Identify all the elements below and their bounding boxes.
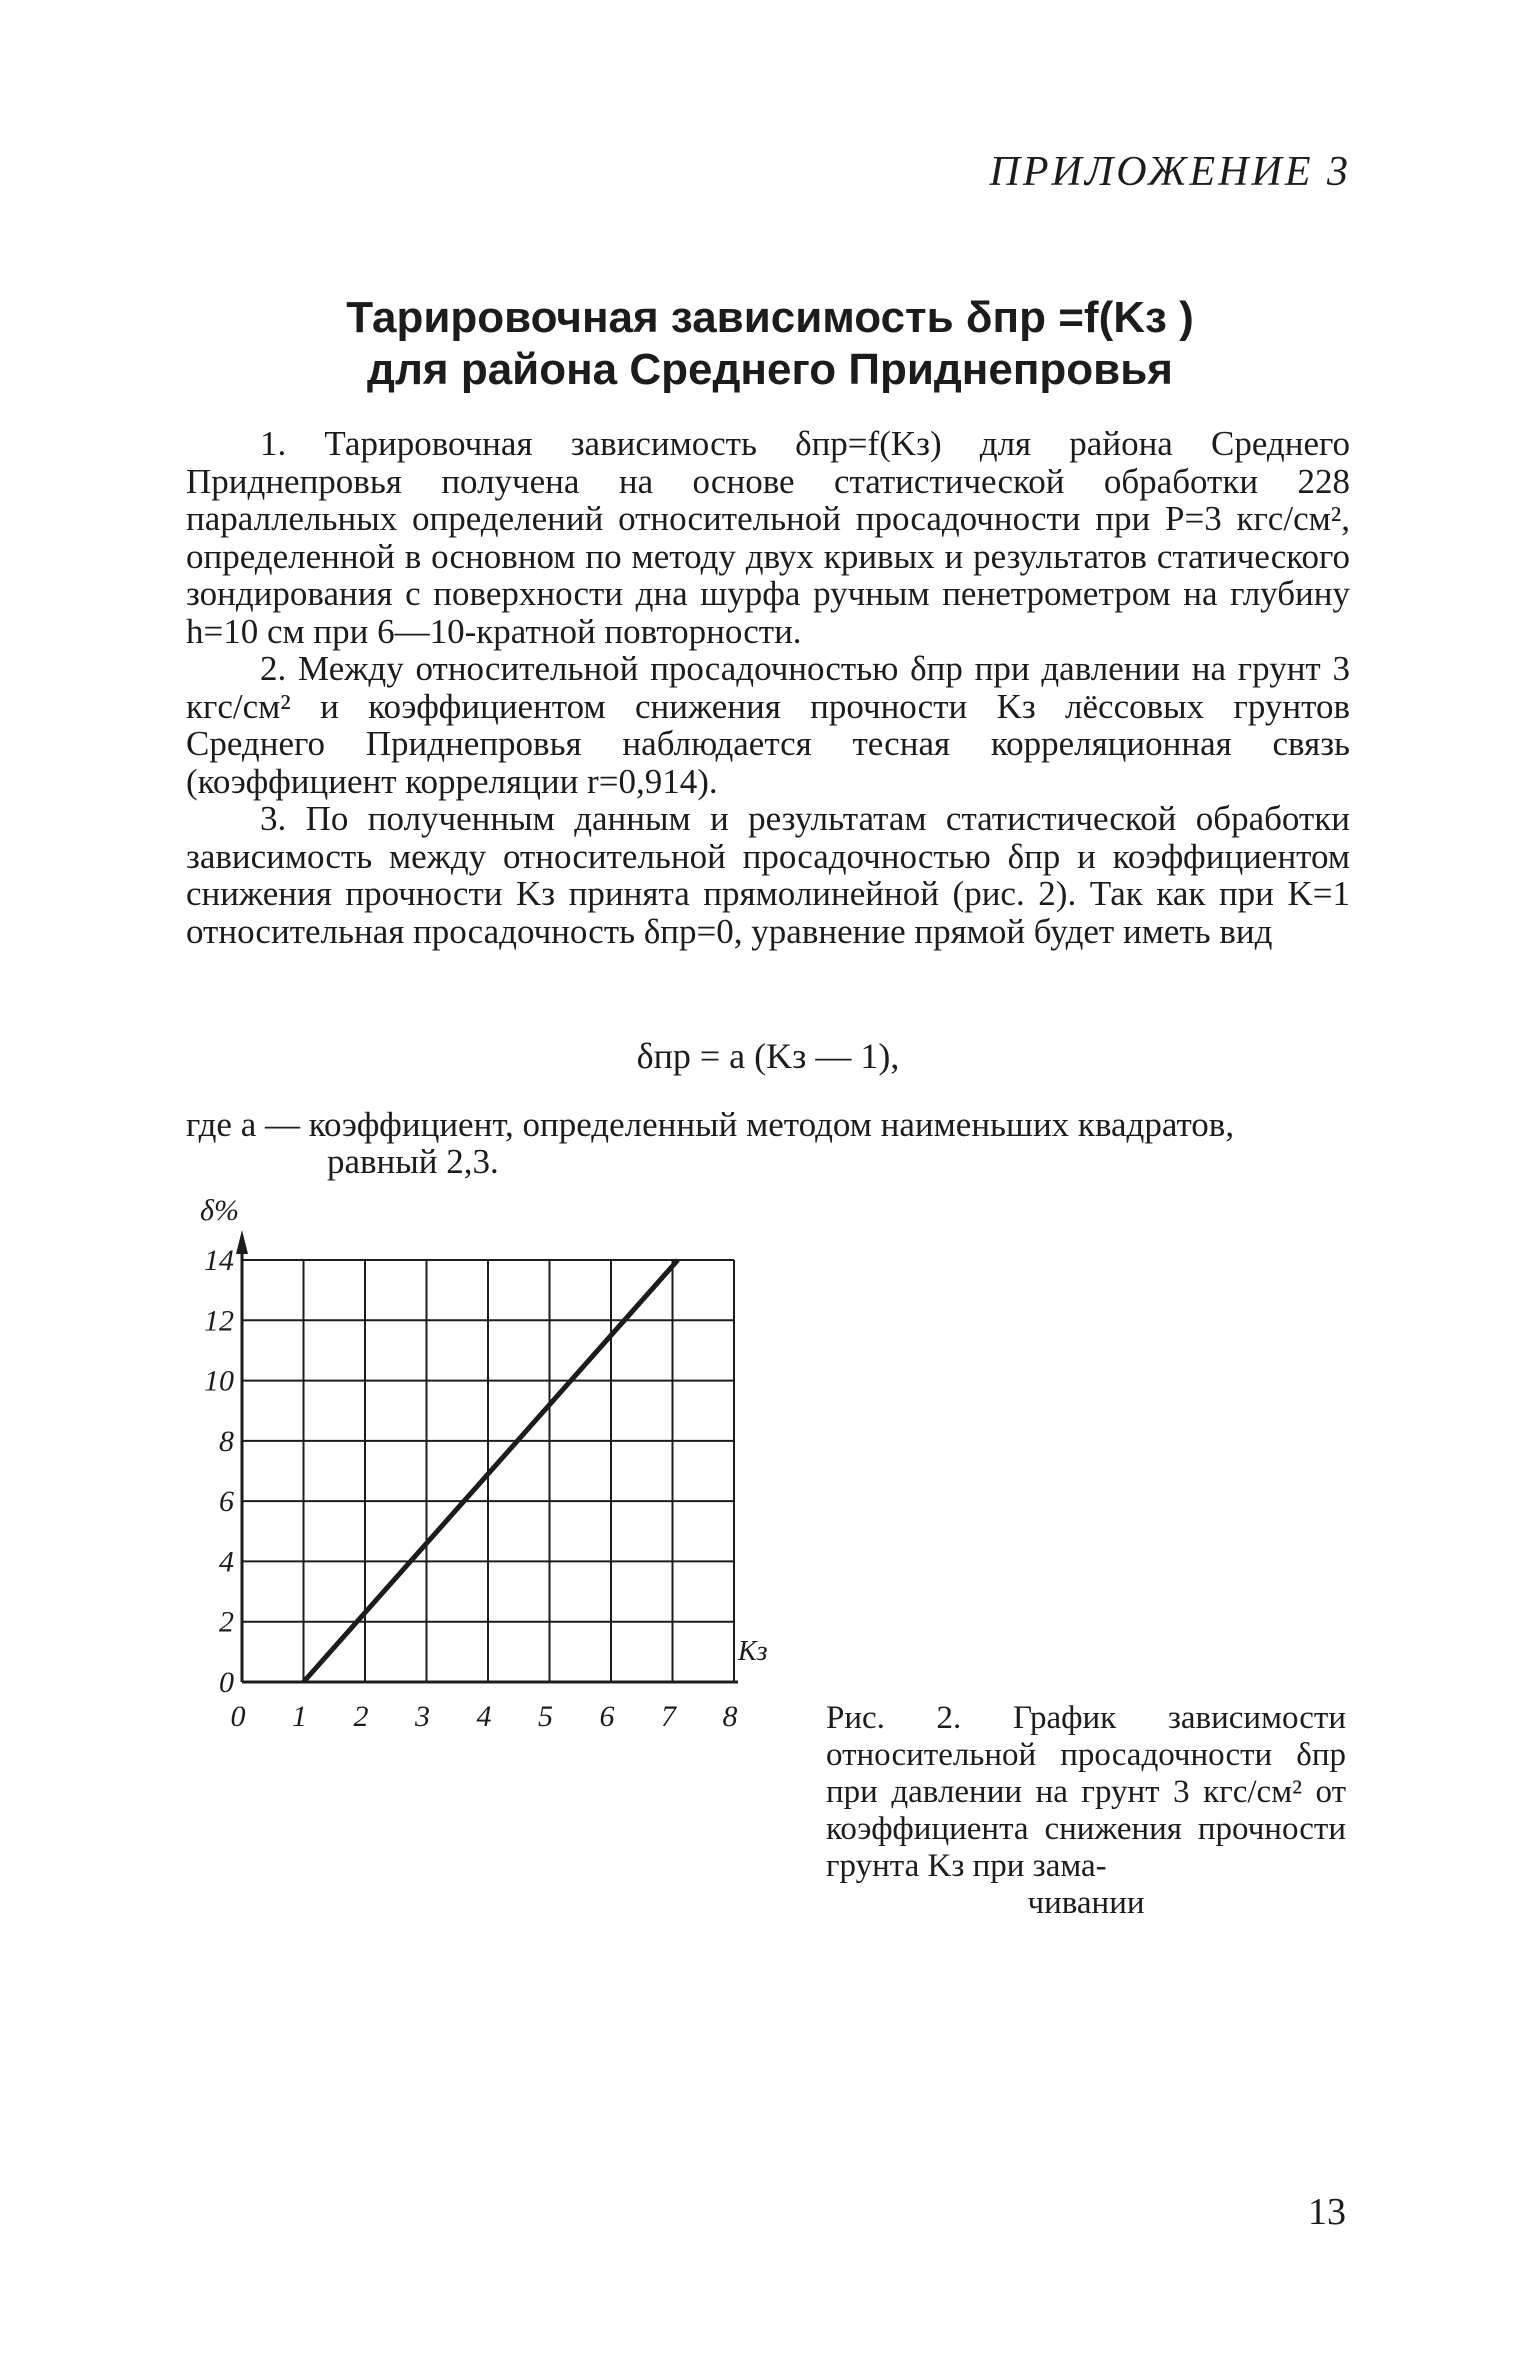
y-tick-label: 14 bbox=[204, 1244, 234, 1277]
body-text bbox=[186, 425, 1350, 950]
y-tick-label: 6 bbox=[219, 1485, 234, 1519]
caption-last-line: чивании bbox=[1027, 1885, 1145, 1921]
y-axis-label: δ% bbox=[200, 1194, 239, 1227]
y-tick-label: 12 bbox=[204, 1304, 234, 1338]
x-tick-label: 2 bbox=[353, 1700, 369, 1733]
paragraph-1: 1. Тарировочная зависимость δпр=f(Kз) для района Среднего Приднепровья получена на основе статистической обработки 228 параллельных определений относительной просадочности при P=3 кгс/см², определенной в основном по методу двух кривых и результатов статического зондирования с поверхности дна шурфа ручным пенетрометром на глубину h=10 см при 6—10-кратной повторности. bbox=[186, 424, 1350, 651]
caption-text: Рис. 2. График зависимости относительной просадочности δпр при давлении на грунт 3 кгс/см² от коэффициента снижения прочности грунта Kз при зама- bbox=[826, 1700, 1346, 1884]
paragraph-3: 3. По полученным данным и результатам статистической обработки зависимость между относительной просадочностью δпр и коэффициентом снижения прочности Kз принята прямолинейной (рис. 2). Так как при K=1 относительная просадочность δпр=0, уравнение прямой будет иметь вид bbox=[186, 799, 1350, 951]
x-tick-label: 8 bbox=[722, 1700, 738, 1733]
y-tick-label: 2 bbox=[219, 1605, 234, 1639]
y-axis-arrow bbox=[236, 1230, 248, 1254]
x-tick-label: 6 bbox=[599, 1700, 615, 1733]
x-tick-label: 4 bbox=[476, 1700, 492, 1733]
where-clause bbox=[186, 1106, 1350, 1180]
x-axis-label: Kз bbox=[738, 1636, 768, 1667]
figure-caption bbox=[826, 1700, 1346, 1922]
formula: δпр = a (Kз — 1), bbox=[636, 1036, 900, 1076]
x-tick-label: 5 bbox=[538, 1700, 553, 1733]
x-tick-label: 1 bbox=[292, 1700, 307, 1733]
appendix-label: ПРИЛОЖЕНИЕ 3 bbox=[989, 149, 1351, 195]
x-tick-label: 7 bbox=[661, 1700, 676, 1733]
y-tick-label: 4 bbox=[219, 1545, 234, 1579]
title-line-2: для района Среднего Приднепровья bbox=[367, 345, 1173, 394]
y-tick-label: 8 bbox=[219, 1424, 234, 1458]
y-tick-label: 0 bbox=[219, 1666, 234, 1699]
y-tick-label: 10 bbox=[204, 1364, 234, 1398]
title-line-1: Тарировочная зависимость δпр =f(Kз ) bbox=[346, 293, 1194, 342]
x-tick-label: 3 bbox=[415, 1700, 430, 1733]
where-line-1: где a — коэффициент, определенный методом наименьших квадратов, bbox=[186, 1105, 1235, 1144]
chart bbox=[190, 1194, 770, 1740]
page-number: 13 bbox=[1308, 2191, 1346, 2233]
series-line bbox=[304, 1260, 678, 1682]
paragraph-2: 2. Между относительной просадочностью δпр при давлении на грунт 3 кгс/см² и коэффициентом снижения прочности Kз лёссовых грунтов Среднего Приднепровья наблюдается тесная корреляционная связь (коэффициент корреляции r=0,914). bbox=[186, 649, 1350, 801]
x-tick-label: 0 bbox=[230, 1700, 246, 1733]
where-line-2: равный 2,3. bbox=[327, 1142, 499, 1181]
